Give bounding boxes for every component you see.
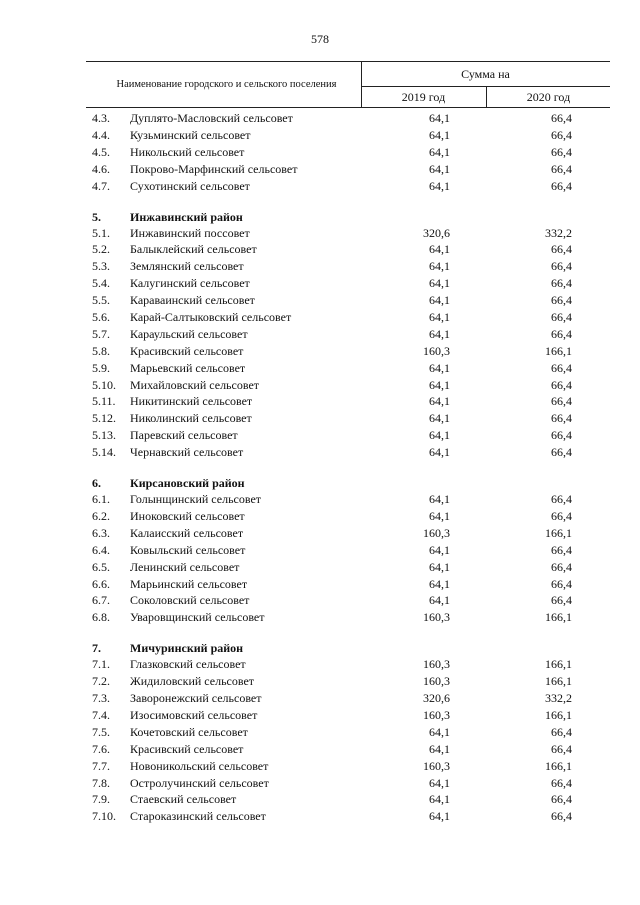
value-2019: 160,3 — [423, 610, 450, 624]
value-2019: 160,3 — [423, 526, 450, 540]
value-2020: 66,4 — [551, 179, 572, 193]
year-2020-header: 2020 год — [526, 89, 571, 104]
value-2019: 160,3 — [423, 657, 450, 671]
value-2020: 66,4 — [551, 276, 572, 290]
table-row — [0, 241, 640, 257]
row-number: 7.2. — [92, 674, 110, 688]
value-2019: 160,3 — [423, 759, 450, 773]
value-2019: 64,1 — [429, 310, 450, 324]
table-row — [0, 508, 640, 524]
row-number: 5.1. — [92, 226, 110, 240]
table-row — [0, 791, 640, 807]
value-2020: 66,4 — [551, 543, 572, 557]
settlement-name: Уваровщинский сельсовет — [130, 610, 265, 624]
value-2019: 64,1 — [429, 378, 450, 392]
year-2019-header: 2019 год — [401, 89, 446, 104]
settlement-name: Дуплято-Масловский сельсовет — [130, 111, 293, 125]
value-2019: 64,1 — [429, 492, 450, 506]
row-number: 7.4. — [92, 708, 110, 722]
value-2019: 64,1 — [429, 259, 450, 273]
settlement-name: Марьинский сельсовет — [130, 577, 248, 591]
settlement-name: Глазковский сельсовет — [130, 657, 246, 671]
table-row — [0, 225, 640, 241]
row-number: 6. — [92, 476, 101, 490]
value-2020: 66,4 — [551, 394, 572, 408]
settlement-name: Никольский сельсовет — [130, 145, 245, 159]
settlement-name: Заворонежский сельсовет — [130, 691, 262, 705]
value-2020: 66,4 — [551, 242, 572, 256]
value-2020: 166,1 — [545, 708, 572, 722]
value-2019: 64,1 — [429, 293, 450, 307]
settlement-name: Инжавинский поссовет — [130, 226, 250, 240]
row-number: 6.1. — [92, 492, 110, 506]
table-row — [0, 343, 640, 359]
settlement-name: Николинский сельсовет — [130, 411, 252, 425]
district-row — [0, 209, 640, 225]
table-row — [0, 427, 640, 443]
table-row — [0, 110, 640, 126]
value-2020: 66,4 — [551, 378, 572, 392]
row-number: 4.5. — [92, 145, 110, 159]
row-number: 7.1. — [92, 657, 110, 671]
value-2020: 332,2 — [545, 226, 572, 240]
table-header — [86, 61, 610, 108]
settlement-name: Покрово-Марфинский сельсовет — [130, 162, 298, 176]
value-2020: 66,4 — [551, 310, 572, 324]
value-2020: 66,4 — [551, 111, 572, 125]
table-row — [0, 444, 640, 460]
row-number: 6.3. — [92, 526, 110, 540]
district-row — [0, 475, 640, 491]
value-2019: 64,1 — [429, 509, 450, 523]
table-row — [0, 309, 640, 325]
value-2020: 66,4 — [551, 809, 572, 823]
row-number: 5.11. — [92, 394, 116, 408]
settlement-name: Соколовский сельсовет — [130, 593, 250, 607]
value-2020: 166,1 — [545, 674, 572, 688]
value-2019: 64,1 — [429, 725, 450, 739]
settlement-name: Иноковский сельсовет — [130, 509, 245, 523]
value-2019: 64,1 — [429, 128, 450, 142]
settlement-name: Кирсановский район — [130, 476, 245, 490]
table-row — [0, 292, 640, 308]
settlement-name: Калугинский сельсовет — [130, 276, 250, 290]
row-number: 7.6. — [92, 742, 110, 756]
table-row — [0, 656, 640, 672]
value-2019: 64,1 — [429, 179, 450, 193]
value-2020: 66,4 — [551, 776, 572, 790]
district-row — [0, 640, 640, 656]
value-2019: 64,1 — [429, 276, 450, 290]
value-2019: 64,1 — [429, 361, 450, 375]
table-row — [0, 559, 640, 575]
table-row — [0, 758, 640, 774]
row-number: 6.5. — [92, 560, 110, 574]
settlement-name: Староказинский сельсовет — [130, 809, 266, 823]
table-row — [0, 360, 640, 376]
value-2020: 66,4 — [551, 593, 572, 607]
value-2019: 64,1 — [429, 809, 450, 823]
value-2019: 160,3 — [423, 674, 450, 688]
value-2020: 66,4 — [551, 327, 572, 341]
settlement-name: Ковыльский сельсовет — [130, 543, 246, 557]
value-2019: 64,1 — [429, 428, 450, 442]
table-row — [0, 275, 640, 291]
value-2020: 66,4 — [551, 792, 572, 806]
value-2020: 66,4 — [551, 428, 572, 442]
value-2019: 64,1 — [429, 543, 450, 557]
table-row — [0, 178, 640, 194]
row-number: 6.6. — [92, 577, 110, 591]
value-2020: 66,4 — [551, 145, 572, 159]
value-2019: 64,1 — [429, 560, 450, 574]
row-number: 6.2. — [92, 509, 110, 523]
value-2019: 320,6 — [423, 691, 450, 705]
table-row — [0, 673, 640, 689]
row-number: 6.4. — [92, 543, 110, 557]
row-number: 6.7. — [92, 593, 110, 607]
value-2019: 160,3 — [423, 344, 450, 358]
row-number: 5.9. — [92, 361, 110, 375]
settlement-name: Михайловский сельсовет — [130, 378, 260, 392]
value-2020: 66,4 — [551, 259, 572, 273]
value-2019: 64,1 — [429, 145, 450, 159]
value-2019: 64,1 — [429, 445, 450, 459]
table-row — [0, 377, 640, 393]
value-2019: 64,1 — [429, 577, 450, 591]
table-row — [0, 161, 640, 177]
table-row — [0, 690, 640, 706]
settlement-name: Стаевский сельсовет — [130, 792, 237, 806]
row-number: 7.7. — [92, 759, 110, 773]
settlement-name: Мичуринский район — [130, 641, 244, 655]
settlement-name: Балыклейский сельсовет — [130, 242, 257, 256]
row-number: 5.3. — [92, 259, 110, 273]
value-2020: 66,4 — [551, 509, 572, 523]
value-2020: 66,4 — [551, 492, 572, 506]
value-2019: 64,1 — [429, 776, 450, 790]
value-2020: 66,4 — [551, 577, 572, 591]
table-row — [0, 127, 640, 143]
table-row — [0, 393, 640, 409]
value-2019: 64,1 — [429, 242, 450, 256]
table-row — [0, 775, 640, 791]
value-2020: 66,4 — [551, 128, 572, 142]
row-number: 5.5. — [92, 293, 110, 307]
settlement-name: Инжавинский район — [130, 210, 243, 224]
row-number: 7. — [92, 641, 101, 655]
row-number: 5.7. — [92, 327, 110, 341]
settlement-name: Ленинский сельсовет — [130, 560, 240, 574]
settlement-name: Кочетовский сельсовет — [130, 725, 248, 739]
table-row — [0, 576, 640, 592]
row-number: 5.2. — [92, 242, 110, 256]
row-number: 7.5. — [92, 725, 110, 739]
value-2019: 160,3 — [423, 708, 450, 722]
table-row — [0, 144, 640, 160]
value-2020: 66,4 — [551, 293, 572, 307]
value-2020: 66,4 — [551, 411, 572, 425]
value-2020: 332,2 — [545, 691, 572, 705]
page-number: 578 — [311, 32, 329, 46]
value-2020: 66,4 — [551, 725, 572, 739]
settlement-name: Изосимовский сельсовет — [130, 708, 258, 722]
row-number: 5.12. — [92, 411, 116, 425]
row-number: 5.6. — [92, 310, 110, 324]
value-2020: 166,1 — [545, 344, 572, 358]
settlement-name: Красивский сельсовет — [130, 742, 244, 756]
value-2019: 64,1 — [429, 327, 450, 341]
settlement-name: Калаисский сельсовет — [130, 526, 244, 540]
value-2020: 66,4 — [551, 560, 572, 574]
value-2020: 66,4 — [551, 162, 572, 176]
row-number: 4.3. — [92, 111, 110, 125]
settlement-name: Марьевский сельсовет — [130, 361, 246, 375]
settlement-name: Сухотинский сельсовет — [130, 179, 250, 193]
table-row — [0, 410, 640, 426]
settlement-name: Кузьминский сельсовет — [130, 128, 251, 142]
row-number: 5.8. — [92, 344, 110, 358]
value-2020: 166,1 — [545, 657, 572, 671]
sum-column-header: Сумма на — [461, 66, 510, 81]
row-number: 5.13. — [92, 428, 116, 442]
settlement-name: Чернавский сельсовет — [130, 445, 244, 459]
settlement-name: Караульский сельсовет — [130, 327, 248, 341]
value-2020: 66,4 — [551, 742, 572, 756]
table-row — [0, 525, 640, 541]
table-row — [0, 808, 640, 824]
row-number: 7.8. — [92, 776, 110, 790]
row-number: 4.4. — [92, 128, 110, 142]
value-2019: 64,1 — [429, 792, 450, 806]
settlement-name: Новоникольский сельсовет — [130, 759, 269, 773]
table-row — [0, 724, 640, 740]
row-number: 5.10. — [92, 378, 116, 392]
table-row — [0, 258, 640, 274]
value-2020: 66,4 — [551, 445, 572, 459]
value-2019: 64,1 — [429, 394, 450, 408]
row-number: 7.9. — [92, 792, 110, 806]
settlement-name: Карай-Салтыковский сельсовет — [130, 310, 292, 324]
row-number: 5.14. — [92, 445, 116, 459]
table-row — [0, 491, 640, 507]
table-row — [0, 741, 640, 757]
row-number: 4.6. — [92, 162, 110, 176]
settlement-name: Остролучинский сельсовет — [130, 776, 269, 790]
table-row — [0, 609, 640, 625]
table-row — [0, 326, 640, 342]
row-number: 5.4. — [92, 276, 110, 290]
value-2019: 64,1 — [429, 742, 450, 756]
value-2020: 166,1 — [545, 526, 572, 540]
value-2019: 320,6 — [423, 226, 450, 240]
row-number: 6.8. — [92, 610, 110, 624]
value-2020: 166,1 — [545, 610, 572, 624]
settlement-name: Жидиловский сельсовет — [130, 674, 255, 688]
settlement-name: Никитинский сельсовет — [130, 394, 253, 408]
row-number: 7.10. — [92, 809, 116, 823]
table-row — [0, 592, 640, 608]
value-2019: 64,1 — [429, 162, 450, 176]
settlement-name: Голынщинский сельсовет — [130, 492, 262, 506]
value-2019: 64,1 — [429, 111, 450, 125]
settlement-name: Землянский сельсовет — [130, 259, 244, 273]
table-row — [0, 542, 640, 558]
table-row — [0, 707, 640, 723]
value-2019: 64,1 — [429, 593, 450, 607]
value-2020: 66,4 — [551, 361, 572, 375]
row-number: 4.7. — [92, 179, 110, 193]
settlement-name: Красивский сельсовет — [130, 344, 244, 358]
row-number: 5. — [92, 210, 101, 224]
settlement-name: Караваинский сельсовет — [130, 293, 255, 307]
value-2019: 64,1 — [429, 411, 450, 425]
value-2020: 166,1 — [545, 759, 572, 773]
name-column-header: Наименование городского и сельского поселения — [116, 79, 337, 90]
row-number: 7.3. — [92, 691, 110, 705]
settlement-name: Паревский сельсовет — [130, 428, 238, 442]
